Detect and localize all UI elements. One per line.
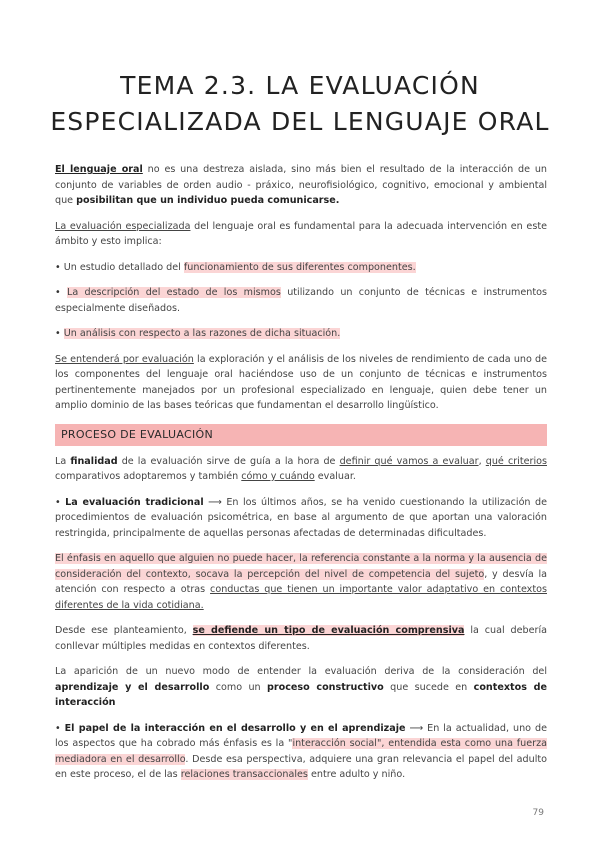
highlight-text: Un análisis con respecto a las razones de dicha situación. xyxy=(63,328,341,339)
page-content xyxy=(55,162,547,793)
paragraph-text: ⟶ En los últimos años, se ha venido cuestionando la utilización de procedimientos de evaluación psicométrica, en base al argumento de que aportan una valoración restringida, principalmente de aquellas personas afectadas de determinadas dificultades. xyxy=(55,496,547,539)
paragraph-text: Desde ese planteamiento, xyxy=(55,625,193,636)
paragraph-text: como un xyxy=(209,681,268,693)
paragraph-text: evaluar. xyxy=(314,471,356,482)
paragraph-nuevo-modo xyxy=(55,664,547,711)
paragraph-enfasis xyxy=(55,551,547,613)
term-evaluacion: Se entenderá por evaluación xyxy=(55,353,194,365)
highlight-text: relaciones transaccionales xyxy=(180,769,308,780)
paragraph-text: que sucede en xyxy=(383,681,474,693)
emphasis-text: contextos de interacción xyxy=(55,681,547,708)
paragraph-text: la cual debería conllevar múltiples medidas en contextos diferentes. xyxy=(55,625,547,652)
bullet-text: utilizando un conjunto de técnicas e instrumentos especialmente diseñados. xyxy=(55,287,547,314)
paragraph-evaluacion-tradicional xyxy=(55,495,547,542)
term-evaluacion-especializada: La evaluación especializada xyxy=(55,220,191,232)
bullet-item-3 xyxy=(55,326,547,342)
paragraph-text: . Desde esa perspectiva, adquiere una gran relevancia el papel del adulto en este proceso, el de las xyxy=(55,753,547,780)
term-lenguaje-oral: El lenguaje oral xyxy=(55,164,143,175)
bullet-marker xyxy=(55,497,65,508)
highlight-text: funcionamiento de sus diferentes componentes. xyxy=(183,261,416,273)
underlined-text: definir qué vamos a evaluar xyxy=(339,455,479,467)
paragraph-text: no es una destreza aislada, sino más bien el resultado de la interacción de un conjunto de variables de orden audio - práxico, neurofisiológico, cognitivo, emocional y ambiental que xyxy=(55,164,547,206)
emphasis-text: se defiende un tipo de evaluación comprensiva xyxy=(192,625,465,636)
paragraph-text: , y desvía la atención con respecto a otras xyxy=(55,568,547,595)
page-number: 79 xyxy=(532,808,544,818)
bullet-marker xyxy=(55,723,65,734)
highlight-text: El énfasis en aquello que alguien no puede hacer, la referencia constante a la norma y la ausencia de consideración del contexto, socava la percepción del nivel de competencia del sujeto xyxy=(55,553,547,580)
paragraph-text: ⟶ En la actualidad, uno de los aspectos que ha cobrado más énfasis es la " xyxy=(55,722,547,749)
highlight-text: interacción social", entendida esta como una fuerza mediadora en el desarrollo xyxy=(55,738,547,765)
paragraph-text: la exploración y el análisis de los niveles de rendimiento de cada uno de los componentes del lenguaje oral haciéndose uso de un conjunto de técnicas e instrumentos pertinentemente manejados por un profesional especializado en lenguaje, quien debe tener un amplio dominio de las bases teóricas que fundamentan el desarrollo lingüístico. xyxy=(55,353,547,411)
emphasis-text: El papel de la interacción en el desarrollo y en el aprendizaje xyxy=(64,722,406,734)
paragraph-evaluacion-especializada xyxy=(55,219,547,250)
bullet-item-2 xyxy=(55,285,547,316)
paragraph-definicion-evaluacion xyxy=(55,352,547,414)
underlined-text: cómo y cuándo xyxy=(241,471,315,482)
paragraph-text: del lenguaje oral es fundamental para la adecuada intervención en este ámbito y esto implica: xyxy=(55,220,547,247)
paragraph-comprensiva xyxy=(55,623,547,654)
emphasis-text: La evaluación tradicional xyxy=(65,496,204,508)
emphasis-text: aprendizaje y el desarrollo xyxy=(55,681,210,693)
paragraph-text: de la evaluación sirve de guía a la hora de xyxy=(117,455,340,467)
emphasis-text: finalidad xyxy=(70,455,118,467)
underlined-text: qué criterios xyxy=(485,455,547,467)
paragraph-text: entre adulto y niño. xyxy=(307,769,406,780)
paragraph-text: La xyxy=(55,455,71,467)
paragraph-finalidad xyxy=(55,454,547,485)
emphasis-text: posibilitan que un individuo pueda comunicarse. xyxy=(76,195,340,206)
section-heading: PROCESO DE EVALUACIÓN xyxy=(55,424,547,446)
underlined-text: conductas que tienen un importante valor adaptativo en contextos diferentes de la vida cotidiana. xyxy=(55,584,547,611)
highlight-text: La descripción del estado de los mismos xyxy=(66,287,281,298)
emphasis-text: proceso constructivo xyxy=(267,681,384,693)
paragraph-text: La aparición de un nuevo modo de entender la evaluación deriva de la consideración del xyxy=(55,666,547,677)
paragraph-lenguaje-oral xyxy=(55,162,547,209)
bullet-item-1 xyxy=(55,260,547,276)
page-title: TEMA 2.3. LA EVALUACIÓN ESPECIALIZADA DEL LENGUAJE ORAL xyxy=(50,71,550,136)
paragraph-text: comparativos adoptaremos y también xyxy=(55,471,242,482)
paragraph-interaccion xyxy=(55,721,547,783)
paragraph-text: , xyxy=(478,455,486,467)
bullet-text: Un estudio detallado del xyxy=(63,261,184,273)
